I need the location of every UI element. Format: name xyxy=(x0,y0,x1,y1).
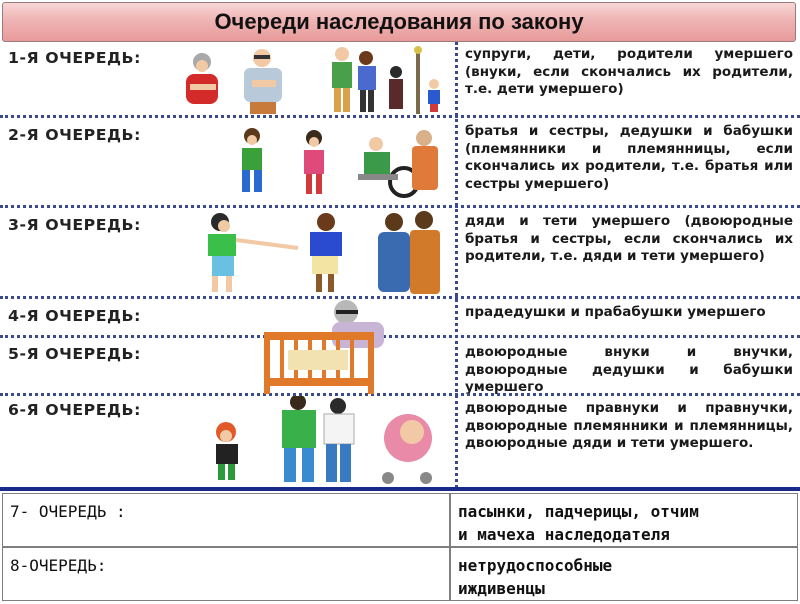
queues-table xyxy=(0,42,800,488)
page-title: Очереди наследования по закону xyxy=(214,9,584,34)
queue-description-4: прадедушки и прабабушки умершего xyxy=(465,304,766,320)
queue-description-7-line-1: пасынки, падчерицы, отчим xyxy=(458,502,699,521)
row-separator xyxy=(0,115,800,118)
queue-description-8-line-1: нетрудоспособные xyxy=(458,556,613,575)
great-grandparent-crib-illustration xyxy=(258,298,450,394)
queue-7-label-cell xyxy=(2,493,450,547)
queue-description-3: дяди и тети умершего (двоюродные братья и сестры, если скончались их родители, т.е. дяди и тети умершего) xyxy=(465,213,793,264)
queue-label-5: 5-Я ОЧЕРЕДЬ: xyxy=(8,345,141,363)
queue-label-8: 8-ОЧЕРЕДЬ: xyxy=(10,556,107,575)
queue-description-8-line-2: иждивенцы xyxy=(458,579,545,598)
queue-7-description-cell xyxy=(450,493,798,547)
queue-description-1: супруги, дети, родители умершего (внуки, если скончались их родители, т.е. дети умершего) xyxy=(465,46,793,97)
queue-description-5: двоюродные внуки и внучки, двоюродные дедушки и бабушки умершего xyxy=(465,344,793,395)
queue-description-2: братья и сестры, дедушки и бабушки (племянники и племянницы, если скончались их родители, т.е. братья или сестры умершего) xyxy=(465,123,793,192)
queue-label-1: 1-Я ОЧЕРЕДЬ: xyxy=(8,49,141,67)
queue-description-7-line-2: и мачеха наследодателя xyxy=(458,525,670,544)
family-couple-illustration xyxy=(172,44,450,114)
queue-description-8 xyxy=(458,554,612,600)
queue-label-4: 4-Я ОЧЕРЕДЬ: xyxy=(8,307,141,325)
queue-label-6: 6-Я ОЧЕРЕДЬ: xyxy=(8,401,141,419)
siblings-grandparents-illustration xyxy=(228,124,450,204)
queue-label-3: 3-Я ОЧЕРЕДЬ: xyxy=(8,216,141,234)
second-cousins-stroller-illustration xyxy=(190,396,450,488)
bottom-table xyxy=(0,487,800,604)
queue-label-2: 2-Я ОЧЕРЕДЬ: xyxy=(8,126,141,144)
column-separator xyxy=(455,42,458,488)
queue-8-description-cell xyxy=(450,547,798,601)
queue-label-7: 7- ОЧЕРЕДЬ : xyxy=(10,502,126,521)
queue-description-7 xyxy=(458,500,699,546)
uncle-aunt-cousins-illustration xyxy=(198,208,450,298)
queue-description-6: двоюродные правнуки и правнучки, двоюродные племянники и племянницы, двоюродные дяди и тети умершего. xyxy=(465,400,793,451)
title-bar xyxy=(2,2,796,42)
queue-8-label-cell xyxy=(2,547,450,601)
